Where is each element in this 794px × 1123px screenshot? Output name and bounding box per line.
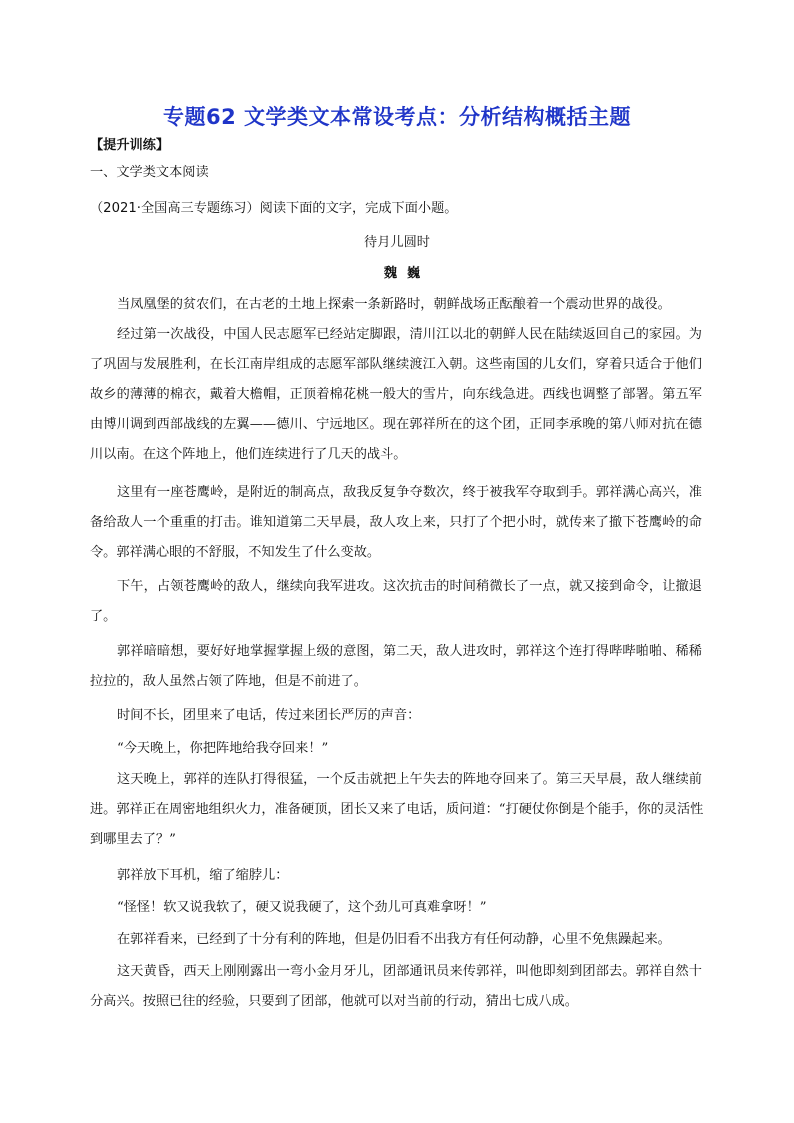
text-line: 郭祥暗暗想，要好好地掌握掌握上级的意图，第二天，敌人进攻时，郭祥这个连打得哔哔啪啪、稀稀 xyxy=(117,644,702,659)
text-line: 在郭祥看来，已经到了十分有利的阵地，但是仍旧看不出我方有任何动静，心里不免焦躁起来。 xyxy=(117,932,671,947)
source-note: （2021·全国高三专题练习）阅读下面的文字，完成下面小题。 xyxy=(90,201,458,216)
text-line: 令。郭祥满心眼的不舒服，不知发生了什么变故。 xyxy=(90,545,381,560)
story-author: 魏巍 xyxy=(383,266,431,281)
story-title: 待月儿圆时 xyxy=(364,235,430,250)
text-line: 由博川调到西部战线的左翼——德川、宁远地区。现在郭祥所在的这个团，正同李承晚的第八师对抗在德 xyxy=(90,417,702,432)
text-line: 郭祥放下耳机，缩了缩脖儿： xyxy=(117,868,289,883)
text-line: “今天晚上，你把阵地给我夺回来！” xyxy=(117,741,329,756)
text-line: 进。郭祥正在周密地组织火力，准备硬顶，团长又来了电话，质问道：“打硬仗你倒是个能手，你的灵活性 xyxy=(90,802,704,817)
text-line: 备给敌人一个重重的打击。谁知道第二天早晨，敌人攻上来，只打了个把小时，就传来了撤下苍鹰岭的命 xyxy=(90,515,702,530)
text-line: 下午，占领苍鹰岭的敌人，继续向我军进攻。这次抗击的时间稍微长了一点，就又接到命令，让撤退 xyxy=(117,579,702,594)
text-line: 分高兴。按照已往的经验，只要到了团部，他就可以对当前的行动，猜出七成八成。 xyxy=(90,994,578,1009)
text-line: “怪怪！软又说我软了，硬又说我硬了，这个劲儿可真难拿呀！” xyxy=(117,900,487,915)
text-line: 这里有一座苍鹰岭，是附近的制高点，敌我反复争夺数次，终于被我军夺取到手。郭祥满心高兴，准 xyxy=(117,485,702,500)
text-line: 这天黄昏，西天上刚刚露出一弯小金月牙儿，团部通讯员来传郭祥，叫他即刻到团部去。郭祥自然十 xyxy=(117,964,702,979)
text-line: 到哪里去了？” xyxy=(90,832,176,847)
text-line: 故乡的薄薄的棉衣，戴着大檐帽，正顶着棉花桃一般大的雪片，向东线急进。西线也调整了部署。第五军 xyxy=(90,387,702,402)
text-line: 当凤凰堡的贫农们，在古老的土地上探索一条新路时，朝鲜战场正酝酿着一个震动世界的战役。 xyxy=(117,297,671,312)
section-tag: 【提升训练】 xyxy=(90,138,170,153)
text-line: 经过第一次战役，中国人民志愿军已经站定脚跟，清川江以北的朝鲜人民在陆续返回自己的家园。为 xyxy=(117,327,702,342)
page-title: 专题62 文学类文本常设考点：分析结构概括主题 xyxy=(162,105,632,129)
text-line: 了巩固与发展胜利，在长江南岸组成的志愿军部队继续渡江入朝。这些南国的儿女们，穿着只适合于他们 xyxy=(90,357,702,372)
text-line: 了。 xyxy=(90,609,117,624)
text-line: 时间不长，团里来了电话，传过来团长严厉的声音： xyxy=(117,708,421,723)
section-heading: 一、文学类文本阅读 xyxy=(90,165,209,180)
text-line: 拉拉的，敌人虽然占领了阵地，但是不前进了。 xyxy=(90,674,367,689)
text-line: 川以南。在这个阵地上，他们连续进行了几天的战斗。 xyxy=(90,447,407,462)
text-line: 这天晚上，郭祥的连队打得很猛，一个反击就把上午失去的阵地夺回来了。第三天早晨，敌人继续前 xyxy=(117,772,702,787)
